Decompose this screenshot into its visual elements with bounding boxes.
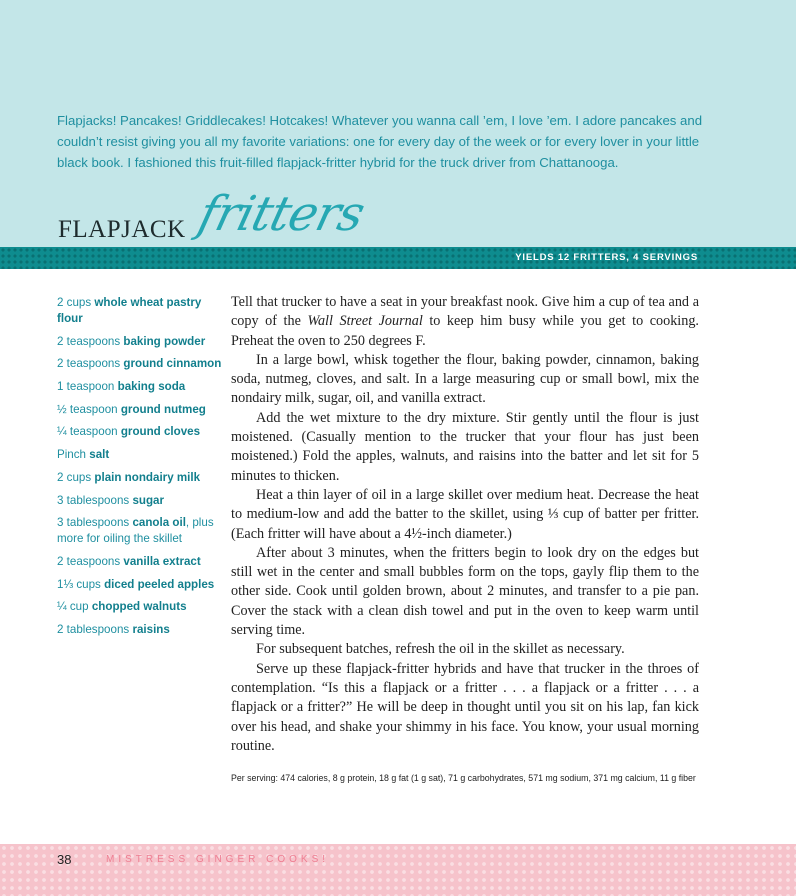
ingredient-item bbox=[57, 356, 227, 372]
ingredient-name: diced peeled apples bbox=[104, 577, 215, 591]
direction-paragraph-2: In a large bowl, whisk together the flour, baking powder, cinnamon, baking soda, nutmeg, cloves, and salt. In a large measuring cup or small bowl, mix the nondairy milk, sugar, oil, and vanilla extract. bbox=[231, 351, 699, 407]
ingredient-item bbox=[57, 402, 227, 418]
ingredient-quantity: ¼ teaspoon bbox=[57, 425, 118, 439]
ingredient-name: baking soda bbox=[117, 380, 186, 394]
ingredient-quantity: ¼ cup bbox=[57, 600, 89, 614]
ingredient-name: sugar bbox=[132, 493, 165, 507]
nutrition-info: Per serving: 474 calories, 8 g protein, 18 g fat (1 g sat), 71 g carbohydrates, 571 mg sodium, 371 mg calcium, 11 g fiber bbox=[231, 773, 696, 783]
ingredient-item bbox=[57, 447, 227, 463]
ingredient-list bbox=[57, 295, 227, 645]
direction-paragraph-7: Serve up these flapjack-fritter hybrids and have that trucker in the throes of contemplation. “Is this a flapjack or a fritter . . . a flapjack or a fritter . . . a flapjack or a fritter?” He will be deep in thought until you sit on his lap, fan kick over his head, and shake your shimmy in his face. You know, your usual morning routine. bbox=[231, 660, 699, 754]
ingredient-item bbox=[57, 379, 227, 395]
yield-banner bbox=[0, 247, 796, 269]
ingredient-quantity: 2 teaspoons bbox=[57, 334, 121, 348]
direction-paragraph-4: Heat a thin layer of oil in a large skillet over medium heat. Decrease the heat to medium-low and add the batter to the skillet, using ⅓ cup of batter per fritter. (Each fritter will have about a 4½-inch diameter.) bbox=[231, 486, 699, 542]
ingredient-item bbox=[57, 295, 227, 327]
direction-paragraph-3: Add the wet mixture to the dry mixture. Stir gently until the flour is just moistened. (Casually mention to the trucker that your flour has just been moistened.) Fold the apples, walnuts, and raisins into the batter and let sit for 5 minutes to thicken. bbox=[231, 409, 699, 484]
yield-text: YIELDS 12 FRITTERS, 4 SERVINGS bbox=[515, 252, 698, 263]
ingredient-name: chopped walnuts bbox=[91, 600, 187, 614]
ingredient-name: baking powder bbox=[123, 334, 206, 348]
ingredient-item bbox=[57, 554, 227, 570]
ingredient-quantity: 2 cups bbox=[57, 296, 92, 309]
ingredient-item bbox=[57, 515, 227, 547]
ingredient-quantity: 2 cups bbox=[57, 470, 92, 484]
direction-paragraph-5: After about 3 minutes, when the fritters begin to look dry on the edges but still wet in the center and small bubbles form on the tops, gayly flip them to the other side. Cook until golden brown, about 2 minutes, and transfer to a pie pan. Cover the stack with a clean dish towel and put in the oven to keep warm until serving time. bbox=[231, 544, 699, 639]
ingredient-name: canola oil bbox=[132, 516, 186, 530]
ingredient-quantity: Pinch bbox=[57, 448, 87, 462]
ingredient-quantity: 2 teaspoons bbox=[57, 357, 121, 371]
ingredient-item bbox=[57, 493, 227, 509]
ingredient-name: salt bbox=[89, 448, 110, 462]
direction-paragraph-1: Tell that trucker to have a seat in your breakfast nook. Give him a cup of tea and a copy of the Wall Street Journal to keep him busy while you get to cooking. Preheat the oven to 250 degrees F. bbox=[231, 294, 699, 349]
ingredient-quantity: ½ teaspoon bbox=[57, 402, 118, 416]
ingredient-item bbox=[57, 424, 227, 440]
footer-band bbox=[0, 844, 796, 896]
ingredient-name: whole wheat pastry flour bbox=[57, 296, 202, 325]
ingredient-name: ground nutmeg bbox=[120, 402, 206, 416]
ingredient-name: vanilla extract bbox=[123, 554, 201, 568]
directions bbox=[231, 293, 699, 756]
ingredient-quantity: 1⅓ cups bbox=[57, 577, 101, 591]
ingredient-quantity: 1 teaspoon bbox=[57, 380, 115, 394]
ingredient-quantity: 2 teaspoons bbox=[57, 554, 121, 568]
direction-paragraph-6: For subsequent batches, refresh the oil in the skillet as necessary. bbox=[256, 641, 625, 658]
ingredient-item bbox=[57, 599, 227, 615]
ingredient-quantity: 2 tablespoons bbox=[57, 622, 130, 636]
ingredient-item bbox=[57, 622, 227, 638]
ingredient-quantity: 3 tablespoons bbox=[57, 493, 130, 507]
intro-text: Flapjacks! Pancakes! Griddlecakes! Hotcakes! Whatever you wanna call ’em, I love ’em. I adore pancakes and couldn’t resist giving you all my favorite variations: one for every day of the week or for every lover in your little black book. I fashioned this fruit-filled flapjack-fritter hybrid for the truck driver from Chattanooga. bbox=[57, 113, 703, 170]
ingredient-item bbox=[57, 470, 227, 486]
title-main: FLAPJACK bbox=[58, 216, 186, 243]
title-script: fritters bbox=[193, 186, 370, 242]
ingredient-name: raisins bbox=[132, 622, 170, 636]
intro-paragraph bbox=[57, 110, 717, 173]
ingredient-quantity: 3 tablespoons bbox=[57, 516, 130, 530]
book-title: MISTRESS GINGER COOKS! bbox=[106, 854, 330, 865]
ingredient-item bbox=[57, 334, 227, 350]
ingredient-note: , plus more for oiling the skillet bbox=[57, 516, 214, 546]
ingredient-name: plain nondairy milk bbox=[94, 470, 201, 484]
recipe-title bbox=[58, 186, 438, 248]
newspaper-title: Wall Street Journal bbox=[307, 313, 423, 330]
ingredient-name: ground cinnamon bbox=[123, 357, 222, 371]
page-number: 38 bbox=[57, 852, 72, 867]
ingredient-name: ground cloves bbox=[120, 425, 201, 439]
ingredient-item bbox=[57, 577, 227, 593]
